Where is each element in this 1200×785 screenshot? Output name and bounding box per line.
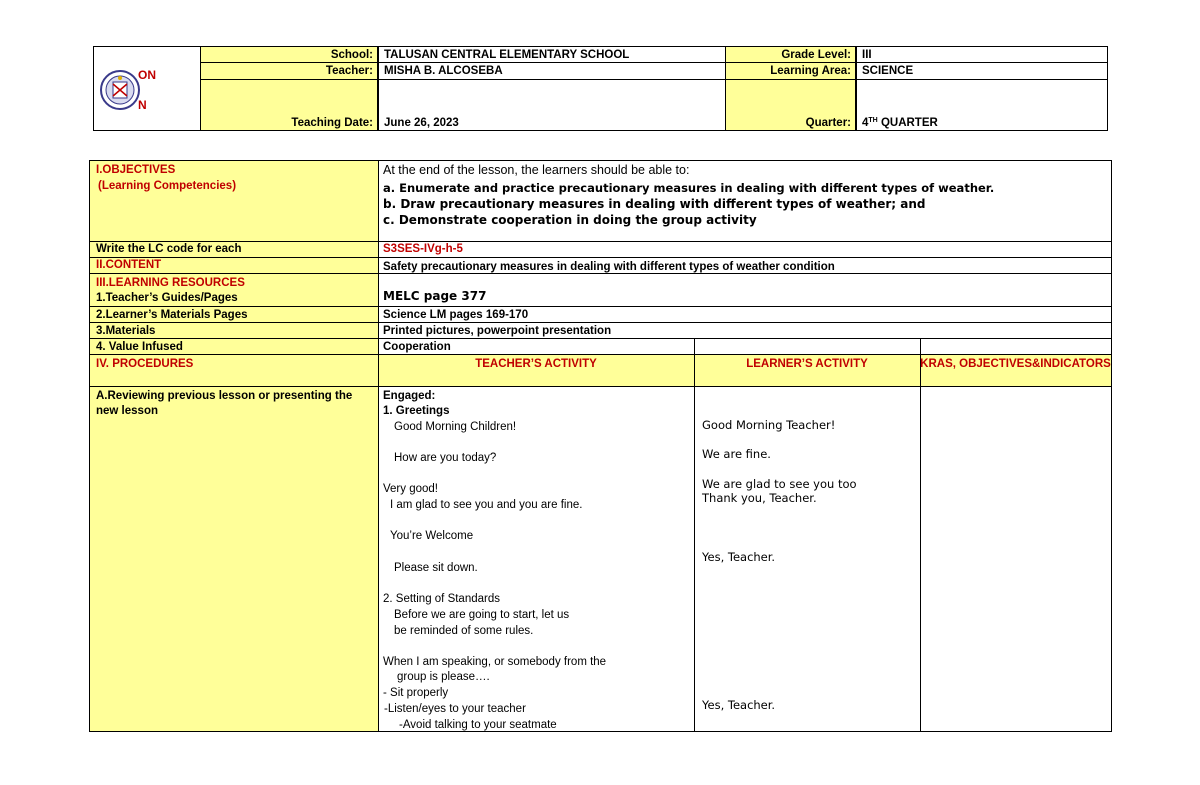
content-label: II.CONTENT <box>96 259 162 271</box>
value-infused-label: 4. Value Infused <box>96 341 183 353</box>
teacher-line-reminded: be reminded of some rules. <box>394 625 534 637</box>
teacher-activity-header: TEACHER’S ACTIVITY <box>475 358 597 370</box>
learning-area-value: SCIENCE <box>862 65 914 77</box>
teacher-line-good-morning: Good Morning Children! <box>394 421 517 433</box>
teachers-guides-label: 1.Teacher’s Guides/Pages <box>96 292 238 304</box>
teacher-line-how-are-you: How are you today? <box>394 452 497 464</box>
teacher-line-when-speaking: When I am speaking, or somebody from the <box>383 656 607 668</box>
logo-text-bottom: N <box>138 98 147 112</box>
materials-label: 3.Materials <box>96 325 156 337</box>
teacher-label: Teacher: <box>325 65 373 77</box>
learner-line-glad-too: We are glad to see you too <box>702 477 857 491</box>
value-infused-value: Cooperation <box>383 341 451 353</box>
learning-area-label: Learning Area: <box>770 65 851 77</box>
grade-level-value: III <box>862 49 872 61</box>
lc-code-label: Write the LC code for each <box>96 243 242 255</box>
learner-line-good-morning: Good Morning Teacher! <box>702 418 836 432</box>
teacher-line-listen: -Listen/eyes to your teacher <box>384 703 526 715</box>
step-a-label-line1: A.Reviewing previous lesson or presenting the <box>96 390 353 402</box>
quarter-value: 4TH QUARTER <box>862 117 938 129</box>
teacher-line-standards: 2. Setting of Standards <box>383 593 500 605</box>
learner-activity-header: LEARNER’S ACTIVITY <box>746 358 868 370</box>
learning-competencies-label: (Learning Competencies) <box>98 180 237 192</box>
teacher-line-welcome: You’re Welcome <box>390 530 474 542</box>
teaching-date-label: Teaching Date: <box>291 117 373 129</box>
teacher-line-sit-down: Please sit down. <box>394 562 478 574</box>
teacher-line-greetings: 1. Greetings <box>383 405 450 417</box>
school-value: TALUSAN CENTRAL ELEMENTARY SCHOOL <box>384 49 630 61</box>
objective-item-b: b. Draw precautionary measures in dealing with different types of weather; and <box>383 197 926 211</box>
teachers-guides-value: MELC page 377 <box>383 289 487 303</box>
materials-value: Printed pictures, powerpoint presentation <box>383 325 612 337</box>
school-label: School: <box>330 49 373 61</box>
teacher-value: MISHA B. ALCOSEBA <box>384 65 503 77</box>
teacher-line-engaged: Engaged: <box>383 390 436 402</box>
teacher-line-avoid-talking: -Avoid talking to your seatmate <box>399 719 557 731</box>
teacher-line-before-start: Before we are going to start, let us <box>394 609 570 621</box>
learner-line-yes-teacher-2: Yes, Teacher. <box>702 698 776 712</box>
objectives-intro: At the end of the lesson, the learners should be able to: <box>383 163 690 177</box>
step-a-label-line2: new lesson <box>96 405 158 417</box>
teacher-line-glad: I am glad to see you and you are fine. <box>390 499 583 511</box>
teacher-line-group-please: group is please…. <box>397 671 490 683</box>
learners-materials-value: Science LM pages 169-170 <box>383 309 529 321</box>
learners-materials-label: 2.Learner’s Materials Pages <box>96 309 248 321</box>
learner-line-yes-teacher-1: Yes, Teacher. <box>702 550 776 564</box>
logo-text-top: ON <box>138 68 156 82</box>
objectives-label: I.OBJECTIVES <box>96 164 176 176</box>
quarter-label: Quarter: <box>805 117 851 129</box>
lc-code-value: S3SES-IVg-h-5 <box>383 243 463 255</box>
teacher-line-sit-properly: - Sit properly <box>383 687 449 699</box>
teacher-line-very-good: Very good! <box>383 483 438 495</box>
kras-header: KRAS, OBJECTIVES&INDICATORS <box>920 358 1111 370</box>
learning-resources-label: III.LEARNING RESOURCES <box>96 277 245 289</box>
learner-line-thank-you: Thank you, Teacher. <box>702 491 817 505</box>
grade-level-label: Grade Level: <box>781 49 851 61</box>
objective-item-c: c. Demonstrate cooperation in doing the group activity <box>383 213 757 227</box>
teaching-date-value: June 26, 2023 <box>384 117 459 129</box>
procedures-label: IV. PROCEDURES <box>96 358 194 370</box>
learner-line-we-are-fine: We are fine. <box>702 447 771 461</box>
objective-item-a: a. Enumerate and practice precautionary measures in dealing with different types of weather. <box>383 181 995 195</box>
content-value: Safety precautionary measures in dealing with different types of weather condition <box>383 261 835 273</box>
